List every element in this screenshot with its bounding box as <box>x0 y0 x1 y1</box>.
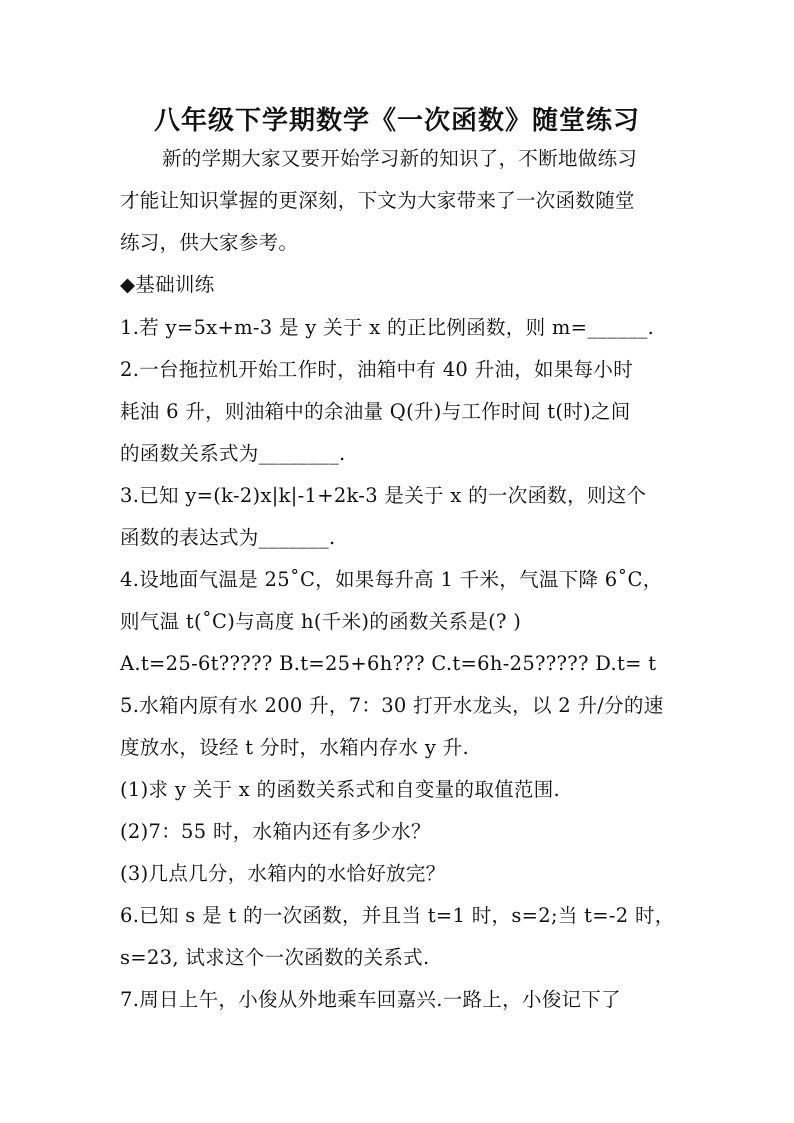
question-5-line-2: 度放水，设经 t 分时，水箱内存水 y 升. <box>120 736 469 759</box>
intro-line-3: 练习，供大家参考。 <box>120 231 299 254</box>
question-3-line-2: 函数的表达式为_______. <box>120 526 336 549</box>
question-5-part-1: (1)求 y 关于 x 的函数关系式和自变量的取值范围. <box>120 778 561 801</box>
question-5-line-1: 5.水箱内原有水 200 升，7：30 打开水龙头，以 2 升/分的速 <box>120 694 664 717</box>
question-5-part-2: (2)7：55 时，水箱内还有多少水？ <box>120 820 431 843</box>
intro-line-1: 新的学期大家又要开始学习新的知识了，不断地做练习 <box>162 147 638 170</box>
question-7-line-1: 7.周日上午，小俊从外地乘车回嘉兴.一路上，小俊记下了 <box>120 988 621 1011</box>
question-4-line-2: 则气温 t(˚C)与高度 h(千米)的函数关系是(? ) <box>120 610 522 633</box>
question-6-line-1: 6.已知 s 是 t 的一次函数，并且当 t=1 时，s=2;当 t=-2 时， <box>120 904 675 927</box>
question-2-line-2: 耗油 6 升，则油箱中的余油量 Q(升)与工作时间 t(时)之间 <box>120 400 631 423</box>
question-1: 1.若 y=5x+m-3 是 y 关于 x 的正比例函数，则 m=______. <box>120 316 655 339</box>
intro-line-2: 才能让知识掌握的更深刻，下文为大家带来了一次函数随堂 <box>120 189 635 212</box>
question-4-line-1: 4.设地面气温是 25˚C，如果每升高 1 千米，气温下降 6˚C， <box>120 568 663 591</box>
question-4-options: A.t=25-6t????? B.t=25+6h??? C.t=6h-25????? D.t= t <box>120 652 657 675</box>
document-title: 八年级下学期数学《一次函数》随堂练习 <box>153 106 640 136</box>
question-3-line-1: 3.已知 y=(k-2)x|k|-1+2k-3 是关于 x 的一次函数，则这个 <box>120 484 647 507</box>
question-6-line-2: s=23, 试求这个一次函数的关系式. <box>120 946 430 969</box>
question-2-line-3: 的函数关系式为________. <box>120 442 346 465</box>
question-2-line-1: 2.一台拖拉机开始工作时，油箱中有 40 升油，如果每小时 <box>120 358 634 381</box>
section-heading: ◆基础训练 <box>120 273 215 296</box>
question-5-part-3: (3)几点几分，水箱内的水恰好放完？ <box>120 862 446 885</box>
